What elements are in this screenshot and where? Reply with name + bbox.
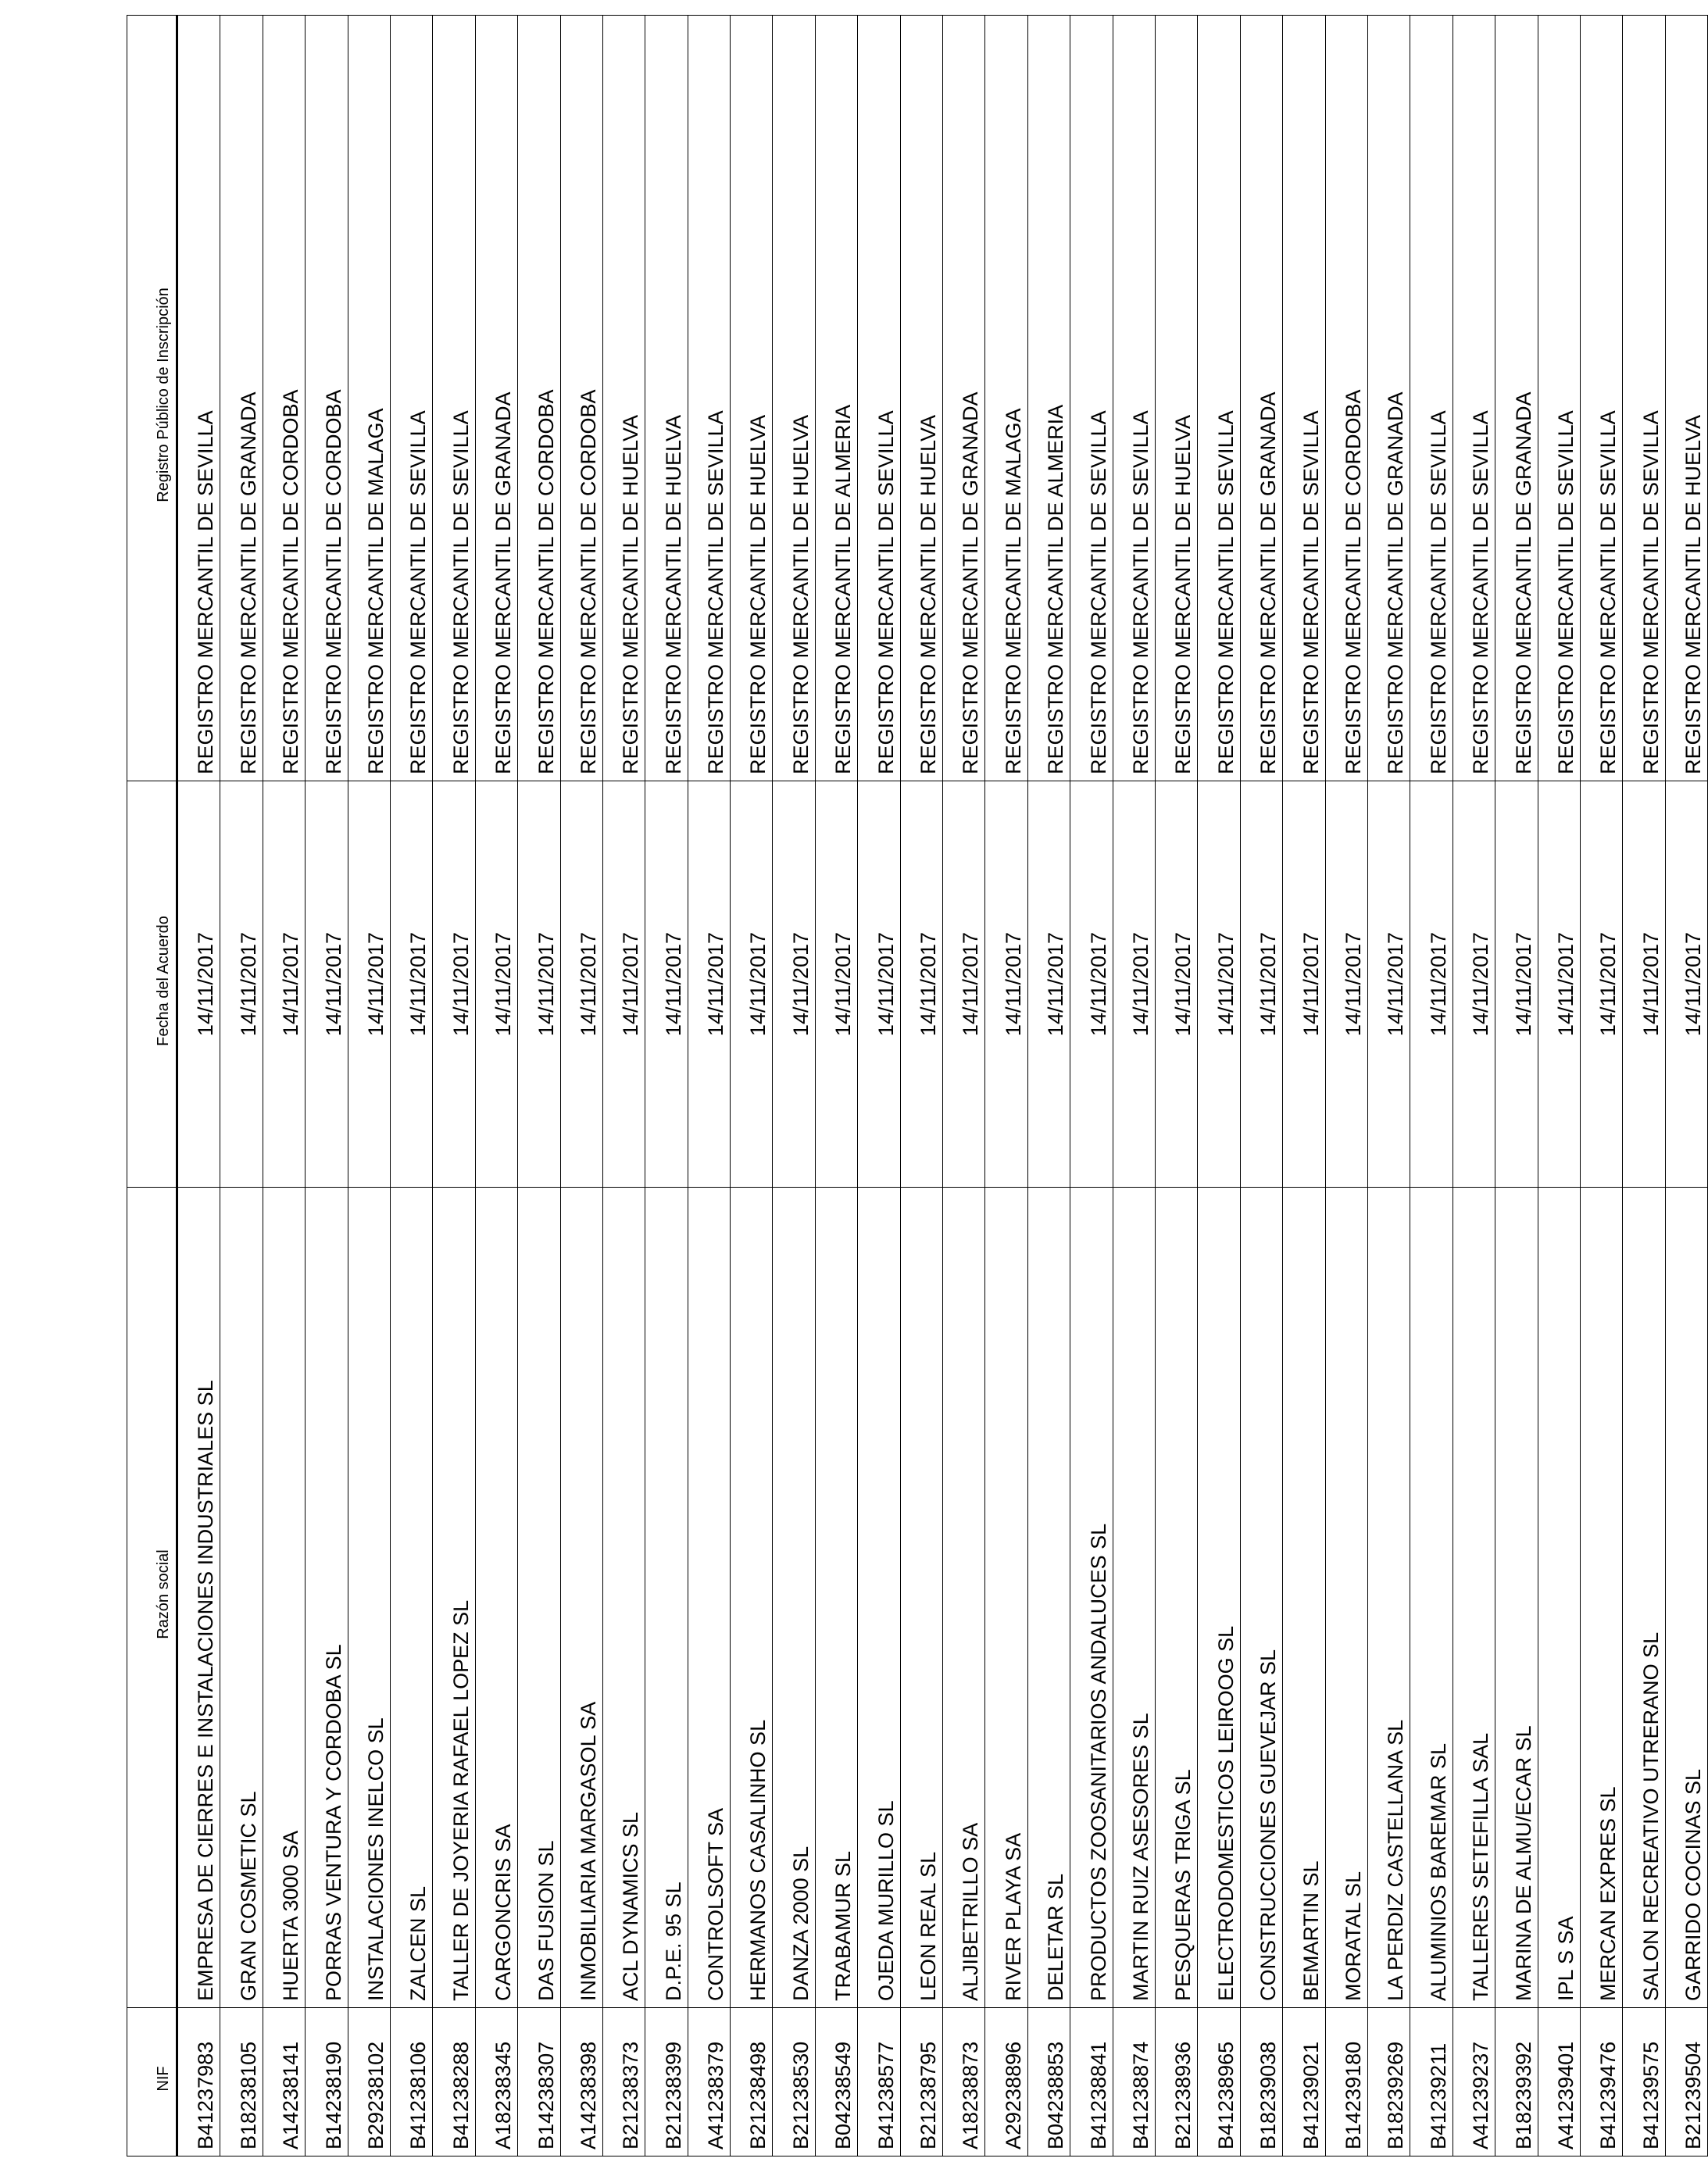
cell-razon-social: SALON RECREATIVO UTRERANO SL [1623, 1188, 1665, 2008]
header-registro: Registro Público de Inscripción [127, 16, 177, 781]
table-row [645, 16, 688, 2156]
cell-registro: REGISTRO MERCANTIL DE HUELVA [1155, 16, 1197, 781]
cell-fecha-acuerdo: 14/11/2017 [900, 781, 942, 1188]
cell-registro: REGISTRO MERCANTIL DE GRANADA [943, 16, 985, 781]
cell-razon-social: ACL DYNAMICS SL [602, 1188, 645, 2008]
table-row [1410, 16, 1453, 2156]
cell-razon-social: OJEDA MURILLO SL [858, 1188, 900, 2008]
cell-razon-social: LA PERDIZ CASTELLANA SL [1367, 1188, 1410, 2008]
cell-razon-social: DANZA 2000 SL [773, 1188, 815, 2008]
cell-registro: REGISTRO MERCANTIL DE SEVILLA [1198, 16, 1240, 781]
cell-razon-social: ALUMINIOS BAREMAR SL [1410, 1188, 1453, 2008]
cell-fecha-acuerdo: 14/11/2017 [433, 781, 475, 1188]
table-row [1665, 16, 1707, 2156]
cell-fecha-acuerdo: 14/11/2017 [1027, 781, 1070, 1188]
cell-registro: REGISTRO MERCANTIL DE ALMERIA [1027, 16, 1070, 781]
table-row [731, 16, 773, 2156]
cell-registro: REGISTRO MERCANTIL DE SEVILLA [390, 16, 432, 781]
cell-fecha-acuerdo: 14/11/2017 [1113, 781, 1155, 1188]
table-row [1155, 16, 1197, 2156]
cell-registro: REGISTRO MERCANTIL DE SEVILLA [1538, 16, 1580, 781]
cell-fecha-acuerdo: 14/11/2017 [306, 781, 348, 1188]
cell-razon-social: PORRAS VENTURA Y CORDOBA SL [306, 1188, 348, 2008]
rotated-page-content [127, 16, 1706, 2156]
cell-razon-social: MORATAL SL [1325, 1188, 1367, 2008]
table-row [688, 16, 730, 2156]
cell-registro: REGISTRO MERCANTIL DE SEVILLA [177, 16, 220, 781]
cell-registro: REGISTRO MERCANTIL DE SEVILLA [1623, 16, 1665, 781]
cell-nif: B41239476 [1580, 2008, 1622, 2156]
cell-fecha-acuerdo: 14/11/2017 [602, 781, 645, 1188]
cell-razon-social: MERCAN EXPRES SL [1580, 1188, 1622, 2008]
cell-nif: B21238795 [900, 2008, 942, 2156]
table-row [943, 16, 985, 2156]
cell-fecha-acuerdo: 14/11/2017 [645, 781, 688, 1188]
cell-nif: B21238373 [602, 2008, 645, 2156]
cell-razon-social: TALLERES SETEFILLA SAL [1453, 1188, 1495, 2008]
cell-nif: B14238190 [306, 2008, 348, 2156]
table-row [560, 16, 602, 2156]
table-row [348, 16, 390, 2156]
table-row [518, 16, 560, 2156]
cell-registro: REGISTRO MERCANTIL DE ALMERIA [815, 16, 857, 781]
cell-razon-social: PESQUERAS TRIGA SL [1155, 1188, 1197, 2008]
cell-razon-social: CONTROLSOFT SA [688, 1188, 730, 2008]
cell-razon-social: GARRIDO COCINAS SL [1665, 1188, 1707, 2008]
header-nif: NIF [127, 2008, 177, 2156]
cell-razon-social: RIVER PLAYA SA [985, 1188, 1027, 2008]
cell-nif: B41239021 [1283, 2008, 1325, 2156]
cell-fecha-acuerdo: 14/11/2017 [1367, 781, 1410, 1188]
cell-registro: REGISTRO MERCANTIL DE SEVILLA [1113, 16, 1155, 781]
cell-fecha-acuerdo: 14/11/2017 [390, 781, 432, 1188]
cell-nif: A41238379 [688, 2008, 730, 2156]
cell-razon-social: GRAN COSMETIC SL [220, 1188, 263, 2008]
table-row [1027, 16, 1070, 2156]
cell-fecha-acuerdo: 14/11/2017 [263, 781, 305, 1188]
cell-nif: B29238102 [348, 2008, 390, 2156]
cell-registro: REGISTRO MERCANTIL DE SEVILLA [858, 16, 900, 781]
cell-nif: B18238105 [220, 2008, 263, 2156]
cell-registro: REGISTRO MERCANTIL DE CORDOBA [560, 16, 602, 781]
cell-razon-social: INMOBILIARIA MARGASOL SA [560, 1188, 602, 2008]
cell-registro: REGISTRO MERCANTIL DE SEVILLA [1283, 16, 1325, 781]
cell-razon-social: CONSTRUCCIONES GUEVEJAR SL [1240, 1188, 1282, 2008]
cell-razon-social: EMPRESA DE CIERRES E INSTALACIONES INDUSTRIALES SL [177, 1188, 220, 2008]
cell-nif: B41238841 [1070, 2008, 1113, 2156]
cell-fecha-acuerdo: 14/11/2017 [731, 781, 773, 1188]
cell-nif: B41238577 [858, 2008, 900, 2156]
cell-fecha-acuerdo: 14/11/2017 [1410, 781, 1453, 1188]
cell-registro: REGISTRO MERCANTIL DE SEVILLA [1580, 16, 1622, 781]
cell-registro: REGISTRO MERCANTIL DE HUELVA [773, 16, 815, 781]
table-row [1367, 16, 1410, 2156]
cell-fecha-acuerdo: 14/11/2017 [1623, 781, 1665, 1188]
cell-nif: B41238965 [1198, 2008, 1240, 2156]
cell-razon-social: BEMARTIN SL [1283, 1188, 1325, 2008]
cell-registro: REGISTRO MERCANTIL DE SEVILLA [1410, 16, 1453, 781]
cell-registro: REGISTRO MERCANTIL DE CORDOBA [306, 16, 348, 781]
cell-razon-social: MARINA DE ALMU/ECAR SL [1495, 1188, 1538, 2008]
cell-nif: B14238307 [518, 2008, 560, 2156]
cell-registro: REGISTRO MERCANTIL DE CORDOBA [518, 16, 560, 781]
cell-razon-social: MARTIN RUIZ ASESORES SL [1113, 1188, 1155, 2008]
cell-nif: A41239237 [1453, 2008, 1495, 2156]
header-fecha-acuerdo: Fecha del Acuerdo [127, 781, 177, 1188]
cell-razon-social: HUERTA 3000 SA [263, 1188, 305, 2008]
registry-table [127, 15, 1708, 2156]
table-row [1623, 16, 1665, 2156]
cell-razon-social: TRABAMUR SL [815, 1188, 857, 2008]
table-row [1453, 16, 1495, 2156]
cell-razon-social: ELECTRODOMESTICOS LEIROOG SL [1198, 1188, 1240, 2008]
table-row [1283, 16, 1325, 2156]
cell-fecha-acuerdo: 14/11/2017 [1538, 781, 1580, 1188]
cell-razon-social: ZALCEN SL [390, 1188, 432, 2008]
table-row [1198, 16, 1240, 2156]
cell-registro: REGISTRO MERCANTIL DE GRANADA [475, 16, 517, 781]
cell-fecha-acuerdo: 14/11/2017 [858, 781, 900, 1188]
table-row [263, 16, 305, 2156]
table-row [602, 16, 645, 2156]
cell-fecha-acuerdo: 14/11/2017 [815, 781, 857, 1188]
cell-nif: B18239269 [1367, 2008, 1410, 2156]
cell-fecha-acuerdo: 14/11/2017 [348, 781, 390, 1188]
table-body [177, 16, 1708, 2156]
cell-nif: B14239180 [1325, 2008, 1367, 2156]
cell-registro: REGISTRO MERCANTIL DE HUELVA [1665, 16, 1707, 781]
cell-registro: REGISTRO MERCANTIL DE HUELVA [731, 16, 773, 781]
cell-nif: B21238530 [773, 2008, 815, 2156]
cell-nif: B41238288 [433, 2008, 475, 2156]
cell-registro: REGISTRO MERCANTIL DE CORDOBA [263, 16, 305, 781]
cell-fecha-acuerdo: 14/11/2017 [1453, 781, 1495, 1188]
cell-razon-social: DAS FUSION SL [518, 1188, 560, 2008]
cell-registro: REGISTRO MERCANTIL DE GRANADA [220, 16, 263, 781]
cell-nif: B04238853 [1027, 2008, 1070, 2156]
table-row [1325, 16, 1367, 2156]
cell-fecha-acuerdo: 14/11/2017 [688, 781, 730, 1188]
table-row [1580, 16, 1622, 2156]
cell-nif: B18239038 [1240, 2008, 1282, 2156]
cell-registro: REGISTRO MERCANTIL DE HUELVA [645, 16, 688, 781]
cell-nif: B41238874 [1113, 2008, 1155, 2156]
cell-fecha-acuerdo: 14/11/2017 [1240, 781, 1282, 1188]
cell-nif: B41239575 [1623, 2008, 1665, 2156]
cell-fecha-acuerdo: 14/11/2017 [1495, 781, 1538, 1188]
table-row [815, 16, 857, 2156]
cell-registro: REGISTRO MERCANTIL DE HUELVA [602, 16, 645, 781]
cell-razon-social: TALLER DE JOYERIA RAFAEL LOPEZ SL [433, 1188, 475, 2008]
cell-nif: B21238498 [731, 2008, 773, 2156]
cell-nif: B41238106 [390, 2008, 432, 2156]
table-header-row [127, 16, 177, 2156]
cell-nif: B21239504 [1665, 2008, 1707, 2156]
table-row [306, 16, 348, 2156]
cell-fecha-acuerdo: 14/11/2017 [220, 781, 263, 1188]
header-razon-social: Razón social [127, 1188, 177, 2008]
cell-fecha-acuerdo: 14/11/2017 [475, 781, 517, 1188]
cell-nif: B21238936 [1155, 2008, 1197, 2156]
table-row [1240, 16, 1282, 2156]
table-row [220, 16, 263, 2156]
cell-razon-social: D.P.E. 95 SL [645, 1188, 688, 2008]
cell-fecha-acuerdo: 14/11/2017 [1198, 781, 1240, 1188]
cell-nif: A18238345 [475, 2008, 517, 2156]
cell-registro: REGISTRO MERCANTIL DE SEVILLA [688, 16, 730, 781]
cell-fecha-acuerdo: 14/11/2017 [518, 781, 560, 1188]
table-row [1070, 16, 1113, 2156]
cell-razon-social: LEON REAL SL [900, 1188, 942, 2008]
table-row [177, 16, 220, 2156]
table-row [1538, 16, 1580, 2156]
cell-fecha-acuerdo: 14/11/2017 [1325, 781, 1367, 1188]
cell-nif: B04238549 [815, 2008, 857, 2156]
cell-fecha-acuerdo: 14/11/2017 [1070, 781, 1113, 1188]
cell-razon-social: IPL S SA [1538, 1188, 1580, 2008]
table-row [1495, 16, 1538, 2156]
cell-fecha-acuerdo: 14/11/2017 [560, 781, 602, 1188]
cell-fecha-acuerdo: 14/11/2017 [1665, 781, 1707, 1188]
cell-nif: A14238398 [560, 2008, 602, 2156]
cell-fecha-acuerdo: 14/11/2017 [1155, 781, 1197, 1188]
cell-registro: REGISTRO MERCANTIL DE GRANADA [1240, 16, 1282, 781]
table-row [1113, 16, 1155, 2156]
table-row [858, 16, 900, 2156]
cell-registro: REGISTRO MERCANTIL DE GRANADA [1495, 16, 1538, 781]
cell-registro: REGISTRO MERCANTIL DE HUELVA [900, 16, 942, 781]
cell-razon-social: DELETAR SL [1027, 1188, 1070, 2008]
cell-nif: A29238896 [985, 2008, 1027, 2156]
cell-registro: REGISTRO MERCANTIL DE SEVILLA [433, 16, 475, 781]
cell-registro: REGISTRO MERCANTIL DE GRANADA [1367, 16, 1410, 781]
cell-registro: REGISTRO MERCANTIL DE MALAGA [985, 16, 1027, 781]
cell-nif: A18238873 [943, 2008, 985, 2156]
cell-fecha-acuerdo: 14/11/2017 [773, 781, 815, 1188]
cell-fecha-acuerdo: 14/11/2017 [1580, 781, 1622, 1188]
cell-razon-social: CARGONCRIS SA [475, 1188, 517, 2008]
table-row [773, 16, 815, 2156]
table-row [390, 16, 432, 2156]
cell-fecha-acuerdo: 14/11/2017 [943, 781, 985, 1188]
table-row [433, 16, 475, 2156]
cell-fecha-acuerdo: 14/11/2017 [1283, 781, 1325, 1188]
cell-razon-social: INSTALACIONES INELCO SL [348, 1188, 390, 2008]
cell-fecha-acuerdo: 14/11/2017 [985, 781, 1027, 1188]
cell-registro: REGISTRO MERCANTIL DE SEVILLA [1070, 16, 1113, 781]
cell-nif: A14238141 [263, 2008, 305, 2156]
table-row [475, 16, 517, 2156]
cell-registro: REGISTRO MERCANTIL DE CORDOBA [1325, 16, 1367, 781]
cell-registro: REGISTRO MERCANTIL DE SEVILLA [1453, 16, 1495, 781]
cell-razon-social: ALJIBETRILLO SA [943, 1188, 985, 2008]
cell-razon-social: PRODUCTOS ZOOSANITARIOS ANDALUCES SL [1070, 1188, 1113, 2008]
cell-nif: B18239392 [1495, 2008, 1538, 2156]
cell-nif: B41237983 [177, 2008, 220, 2156]
cell-registro: REGISTRO MERCANTIL DE MALAGA [348, 16, 390, 781]
cell-nif: B41239211 [1410, 2008, 1453, 2156]
cell-razon-social: HERMANOS CASALINHO SL [731, 1188, 773, 2008]
table-row [900, 16, 942, 2156]
cell-nif: A41239401 [1538, 2008, 1580, 2156]
table-row [985, 16, 1027, 2156]
cell-fecha-acuerdo: 14/11/2017 [177, 781, 220, 1188]
cell-nif: B21238399 [645, 2008, 688, 2156]
